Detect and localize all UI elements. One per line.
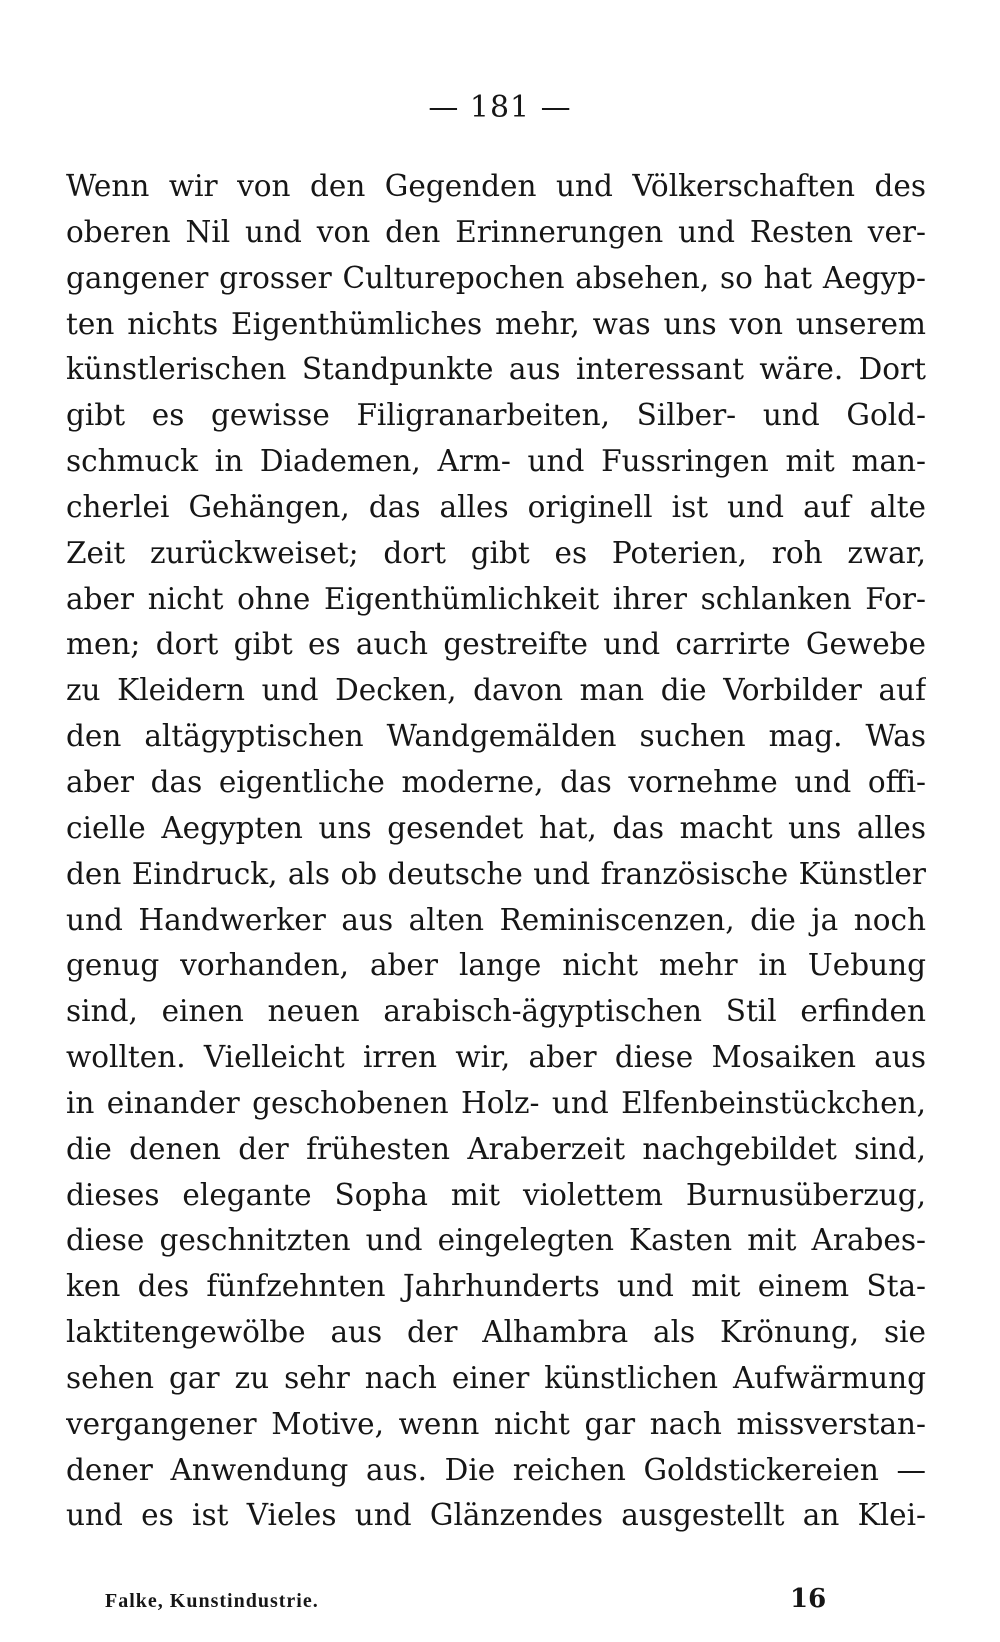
body-text	[66, 164, 926, 1539]
text-line: schmuck in Diademen, Arm- und Fussringen mit man-	[66, 444, 926, 479]
text-line: und es ist Vieles und Glänzendes ausgestellt an Klei-	[66, 1498, 926, 1533]
footer-signature: Falke, Kunstindustrie.	[105, 1590, 319, 1612]
text-line: den altägyptischen Wandgemälden suchen mag. Was	[66, 719, 926, 754]
text-line: cherlei Gehängen, das alles originell ist und auf alte	[66, 489, 926, 524]
text-line: gibt es gewisse Filigranarbeiten, Silber- und Gold-	[66, 398, 926, 433]
text-line: Zeit zurückweiset; dort gibt es Poterien, roh zwar,	[66, 535, 926, 570]
footer-signature-mark: 16	[790, 1584, 827, 1614]
text-line: dieses elegante Sopha mit violettem Burnusüberzug,	[66, 1177, 926, 1212]
text-line: vergangener Motive, wenn nicht gar nach missverstan-	[66, 1406, 926, 1441]
text-line: genug vorhanden, aber lange nicht mehr in Uebung	[66, 948, 926, 983]
text-line: oberen Nil und von den Erinnerungen und Resten ver-	[66, 214, 926, 249]
text-line: ten nichts Eigenthümliches mehr, was uns von unserem	[66, 306, 926, 341]
text-line: ken des fünfzehnten Jahrhunderts und mit einem Sta-	[66, 1269, 926, 1304]
page-number: — 181 —	[428, 90, 572, 125]
text-line: cielle Aegypten uns gesendet hat, das macht uns alles	[66, 810, 926, 845]
text-line: diese geschnitzten und eingelegten Kasten mit Arabes-	[66, 1223, 926, 1258]
text-line: wollten. Vielleicht irren wir, aber diese Mosaiken aus	[66, 1040, 926, 1075]
text-line: men; dort gibt es auch gestreifte und carrirte Gewebe	[66, 627, 926, 662]
text-line: zu Kleidern und Decken, davon man die Vorbilder auf	[66, 673, 926, 708]
text-line: und Handwerker aus alten Reminiscenzen, die ja noch	[66, 902, 926, 937]
text-line: gangener grosser Culturepochen absehen, so hat Aegyp-	[66, 260, 926, 295]
text-line: den Eindruck, als ob deutsche und französische Künstler	[66, 856, 926, 891]
text-line: aber das eigentliche moderne, das vornehme und offi-	[66, 764, 926, 799]
text-line: künstlerischen Standpunkte aus interessant wäre. Dort	[66, 352, 926, 387]
text-line: aber nicht ohne Eigenthümlichkeit ihrer schlanken For-	[66, 581, 926, 616]
text-line: dener Anwendung aus. Die reichen Goldstickereien —	[66, 1452, 926, 1487]
text-line: laktitengewölbe aus der Alhambra als Krönung, sie	[66, 1315, 926, 1350]
text-line: sehen gar zu sehr nach einer künstlichen Aufwärmung	[66, 1360, 926, 1395]
text-line: Wenn wir von den Gegenden und Völkerschaften des	[66, 169, 926, 203]
text-line: in einander geschobenen Holz- und Elfenbeinstückchen,	[66, 1085, 926, 1120]
text-line: die denen der frühesten Araberzeit nachgebildet sind,	[66, 1131, 926, 1166]
text-line: sind, einen neuen arabisch-ägyptischen Stil erfinden	[66, 994, 926, 1029]
